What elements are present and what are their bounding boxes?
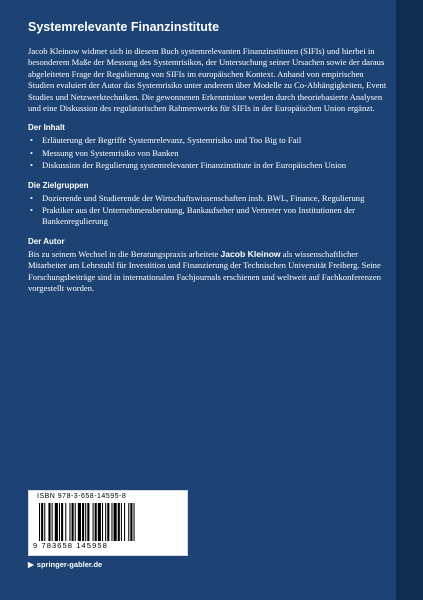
barcode-bar (93, 503, 94, 541)
barcode-bar (124, 503, 125, 541)
barcode-bar (105, 503, 106, 541)
inhalt-list (28, 135, 388, 171)
list-item (28, 148, 388, 159)
barcode-bar (48, 503, 50, 541)
barcode-bar (98, 503, 101, 541)
author-text-after: als wissenschaftlicher Mitarbeiter am Lehrstuhl für Investition und Finanzierung der Technischen Universität Freiberg. Seine Forschungsbeiträge sind in internationalen Fachjournals erschienen und weltweit auf Fachkonferenzen vorgestellt worden. (28, 248, 381, 294)
list-item-text: Praktiker aus der Unternehmensberatung, Bankaufseher und Vertreter von Institutionen der Bankenregulierung (42, 205, 355, 227)
list-item-text: Erläuterung der Begriffe Systemrelevanz, Systemrisiko und Too Big to Fail (42, 135, 302, 146)
barcode-bar (107, 503, 109, 541)
list-item-text: Diskussion der Regulierung systemrelevanter Finanzinstitute in der Europäischen Union (42, 160, 347, 171)
barcode-bar (69, 503, 70, 541)
intro-paragraph: Jacob Kleinow widmet sich in diesem Buch systemrelevanten Finanzinstituten (SIFIs) und hierbei in besonderem Maße der Messung des Systemrisikos, der Untersuchung seiner Ursachen sowie der daraus abgeleiteten Frage der Regulierung von SIFIs im europäischen Kontext. Anhand von empirischen Studien evaluiert der Autor das Systemrisiko unter anderem über Modelle zu Co-Abhängigkeiten, Event Studies und Netzwerktechniken. Die gewonnenen Erkenntnisse werden durch theoriebasierte Analysen und eine Diskussion des regulatorischen Rahmenwerks für SIFIs in der Europäischen Union ergänzt. (28, 46, 387, 114)
bullet-icon: • (30, 135, 34, 146)
website-link-text[interactable]: springer-gabler.de (36, 560, 103, 569)
arrow-right-icon: ▶ (28, 560, 34, 569)
barcode-bar (82, 503, 84, 541)
barcode-bar (55, 503, 58, 541)
bullet-icon: • (30, 147, 34, 158)
barcode-bar (130, 503, 132, 541)
barcode-bar (44, 503, 45, 541)
list-item (28, 135, 388, 146)
barcode-bar (72, 503, 74, 541)
barcode-bar (114, 503, 117, 541)
list-item-text: Messung von Systemrisiko von Banken (42, 147, 179, 158)
barcode-bar (85, 503, 86, 541)
bullet-icon: • (30, 192, 34, 203)
author-name: Jacob Kleinow (220, 248, 281, 259)
zielgruppen-heading: Die Zielgruppen (28, 180, 89, 190)
barcode-bar (121, 503, 122, 541)
barcode-bar (78, 503, 81, 541)
barcode-bar (102, 503, 103, 541)
book-title: Systemrelevante Finanzinstitute (28, 20, 220, 34)
barcode-bar (59, 503, 60, 541)
list-item (28, 205, 388, 228)
zielgruppen-list (28, 193, 388, 228)
barcode-bar (52, 503, 53, 541)
barcode-box (28, 490, 188, 556)
barcode-bar (41, 503, 43, 541)
barcode-bar (61, 503, 63, 541)
barcode-bar (75, 503, 76, 541)
autor-heading: Der Autor (28, 236, 65, 246)
barcode-bar (39, 503, 40, 541)
cover-content (28, 20, 388, 295)
bullet-icon: • (30, 160, 34, 171)
list-item-text: Dozierende und Studierende der Wirtschaftswissenschaften insb. BWL, Finance, Regulierung (42, 192, 365, 203)
barcode-digits: 9 783658 145958 (33, 541, 108, 550)
list-item (28, 193, 388, 204)
spine-strip (396, 0, 423, 600)
inhalt-heading: Der Inhalt (28, 123, 65, 133)
barcode-bar (134, 503, 135, 541)
author-paragraph (28, 249, 388, 295)
barcode-bar (95, 503, 97, 541)
barcode-bar (128, 503, 129, 541)
barcode-bar (111, 503, 112, 541)
author-text-before: Bis zu seinem Wechsel in die Beratungspraxis arbeitete (28, 248, 221, 259)
publisher-website[interactable] (28, 560, 102, 569)
bullet-icon: • (30, 205, 34, 216)
barcode-bar (87, 503, 89, 541)
barcode-bar (118, 503, 120, 541)
isbn-text: ISBN 978-3-658-14595-8 (37, 493, 127, 500)
list-item (28, 160, 388, 171)
barcode-icon (39, 503, 177, 541)
barcode-bar (65, 503, 66, 541)
